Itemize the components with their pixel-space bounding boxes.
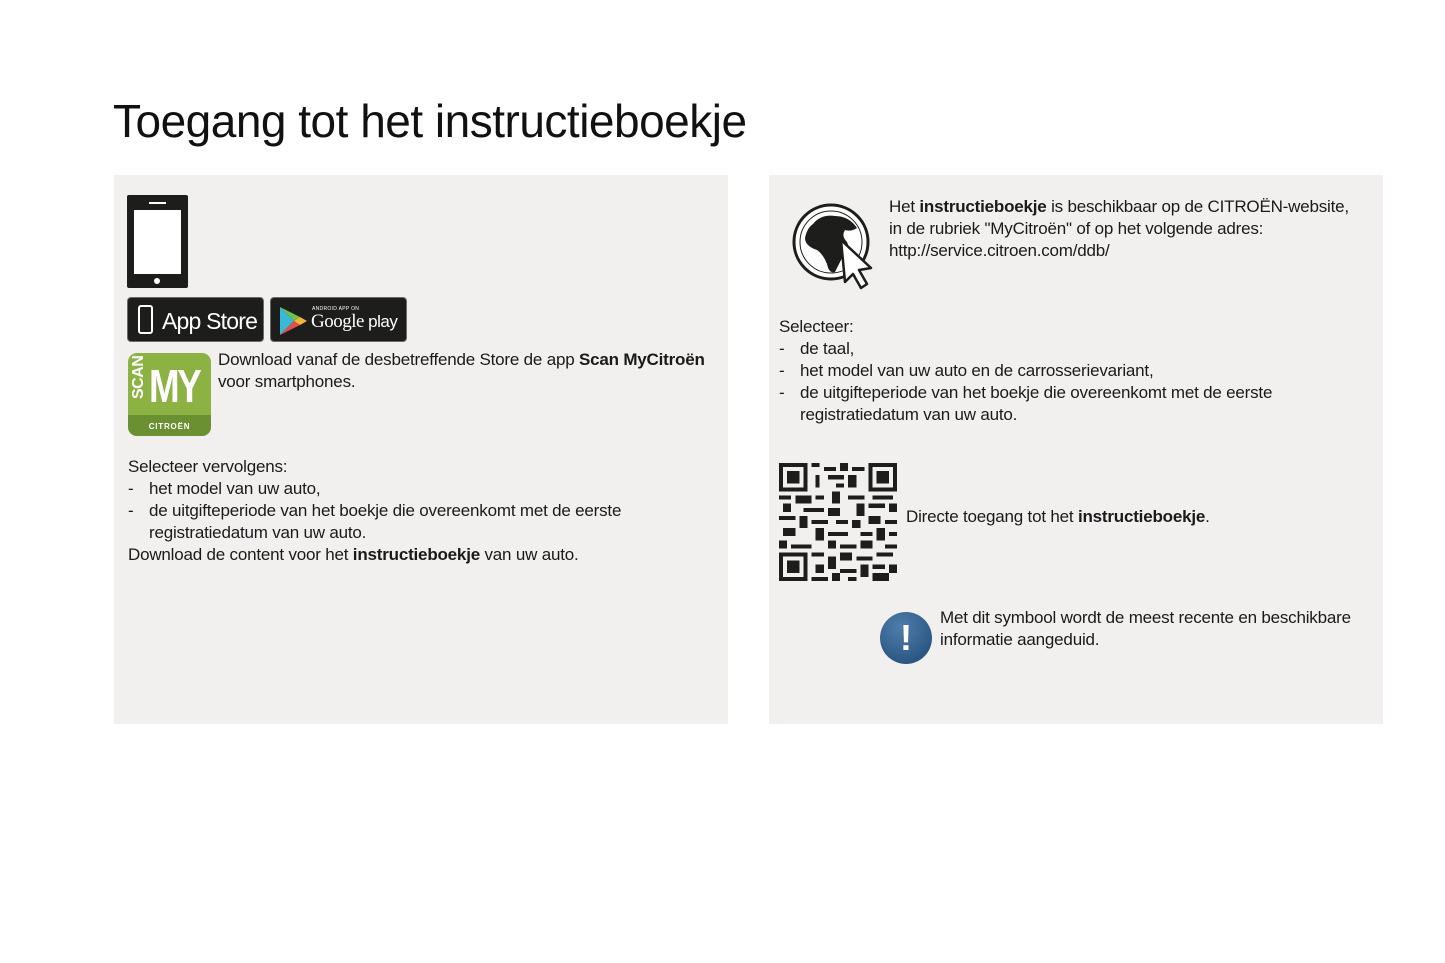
list-item: - de uitgifteperiode van het boekje die overeenkomt met de eerste registratiedatum van uw auto. <box>128 500 648 544</box>
list-item: - de taal, <box>779 338 1299 360</box>
download-content-text: Download de content voor het instructieboekje van uw auto. <box>128 545 579 564</box>
website-access-panel <box>769 175 1383 724</box>
app-access-panel <box>114 175 728 724</box>
scan-my-citroen-app-icon: SCAN MY CITROËN <box>128 353 211 436</box>
list-item: - het model van uw auto en de carrosserievariant, <box>779 360 1299 382</box>
google-play-badge[interactable] <box>270 297 407 342</box>
app-name: Scan MyCitroën <box>578 350 705 369</box>
list-item: - het model van uw auto, <box>128 478 648 500</box>
qr-direct-access-text: Directe toegang tot het instructieboekje. <box>906 507 1210 526</box>
qr-code[interactable] <box>779 463 897 581</box>
website-url-link[interactable]: http://service.citroen.com/ddb/ <box>889 241 1110 260</box>
select-heading: Selecteer: <box>779 317 854 336</box>
website-info-text: Het instructieboekje is beschikbaar op de CITROËN-website, in de rubriek "MyCitroën" of op het volgende adres: http://service.citroen.com/ddb/ <box>889 196 1369 262</box>
list-item: - de uitgifteperiode van het boekje die overeenkomt met de eerste registratiedatum van uw auto. <box>779 382 1299 426</box>
app-store-badge[interactable] <box>127 297 264 342</box>
select-instructions <box>779 316 1299 426</box>
select-heading: Selecteer vervolgens: <box>128 457 288 476</box>
globe-cursor-icon <box>791 202 881 292</box>
page-title: Toegang tot het instructieboekje <box>113 95 747 147</box>
google-play-label: Google play <box>311 311 398 332</box>
download-app-text: Download vanaf de desbetreffende Store de app Scan MyCitroën voor smartphones. <box>218 350 705 391</box>
select-instructions <box>128 456 648 566</box>
google-play-icon <box>280 307 308 335</box>
app-store-label: App Store <box>162 308 258 334</box>
info-symbol-text: Met dit symbool wordt de meest recente en beschikbare informatie aangeduid. <box>940 608 1351 649</box>
google-play-small-label: ANDROID APP ON <box>312 306 360 312</box>
apple-phone-icon <box>138 305 153 334</box>
exclamation-info-icon: ! <box>880 612 932 664</box>
smartphone-icon <box>127 195 188 288</box>
